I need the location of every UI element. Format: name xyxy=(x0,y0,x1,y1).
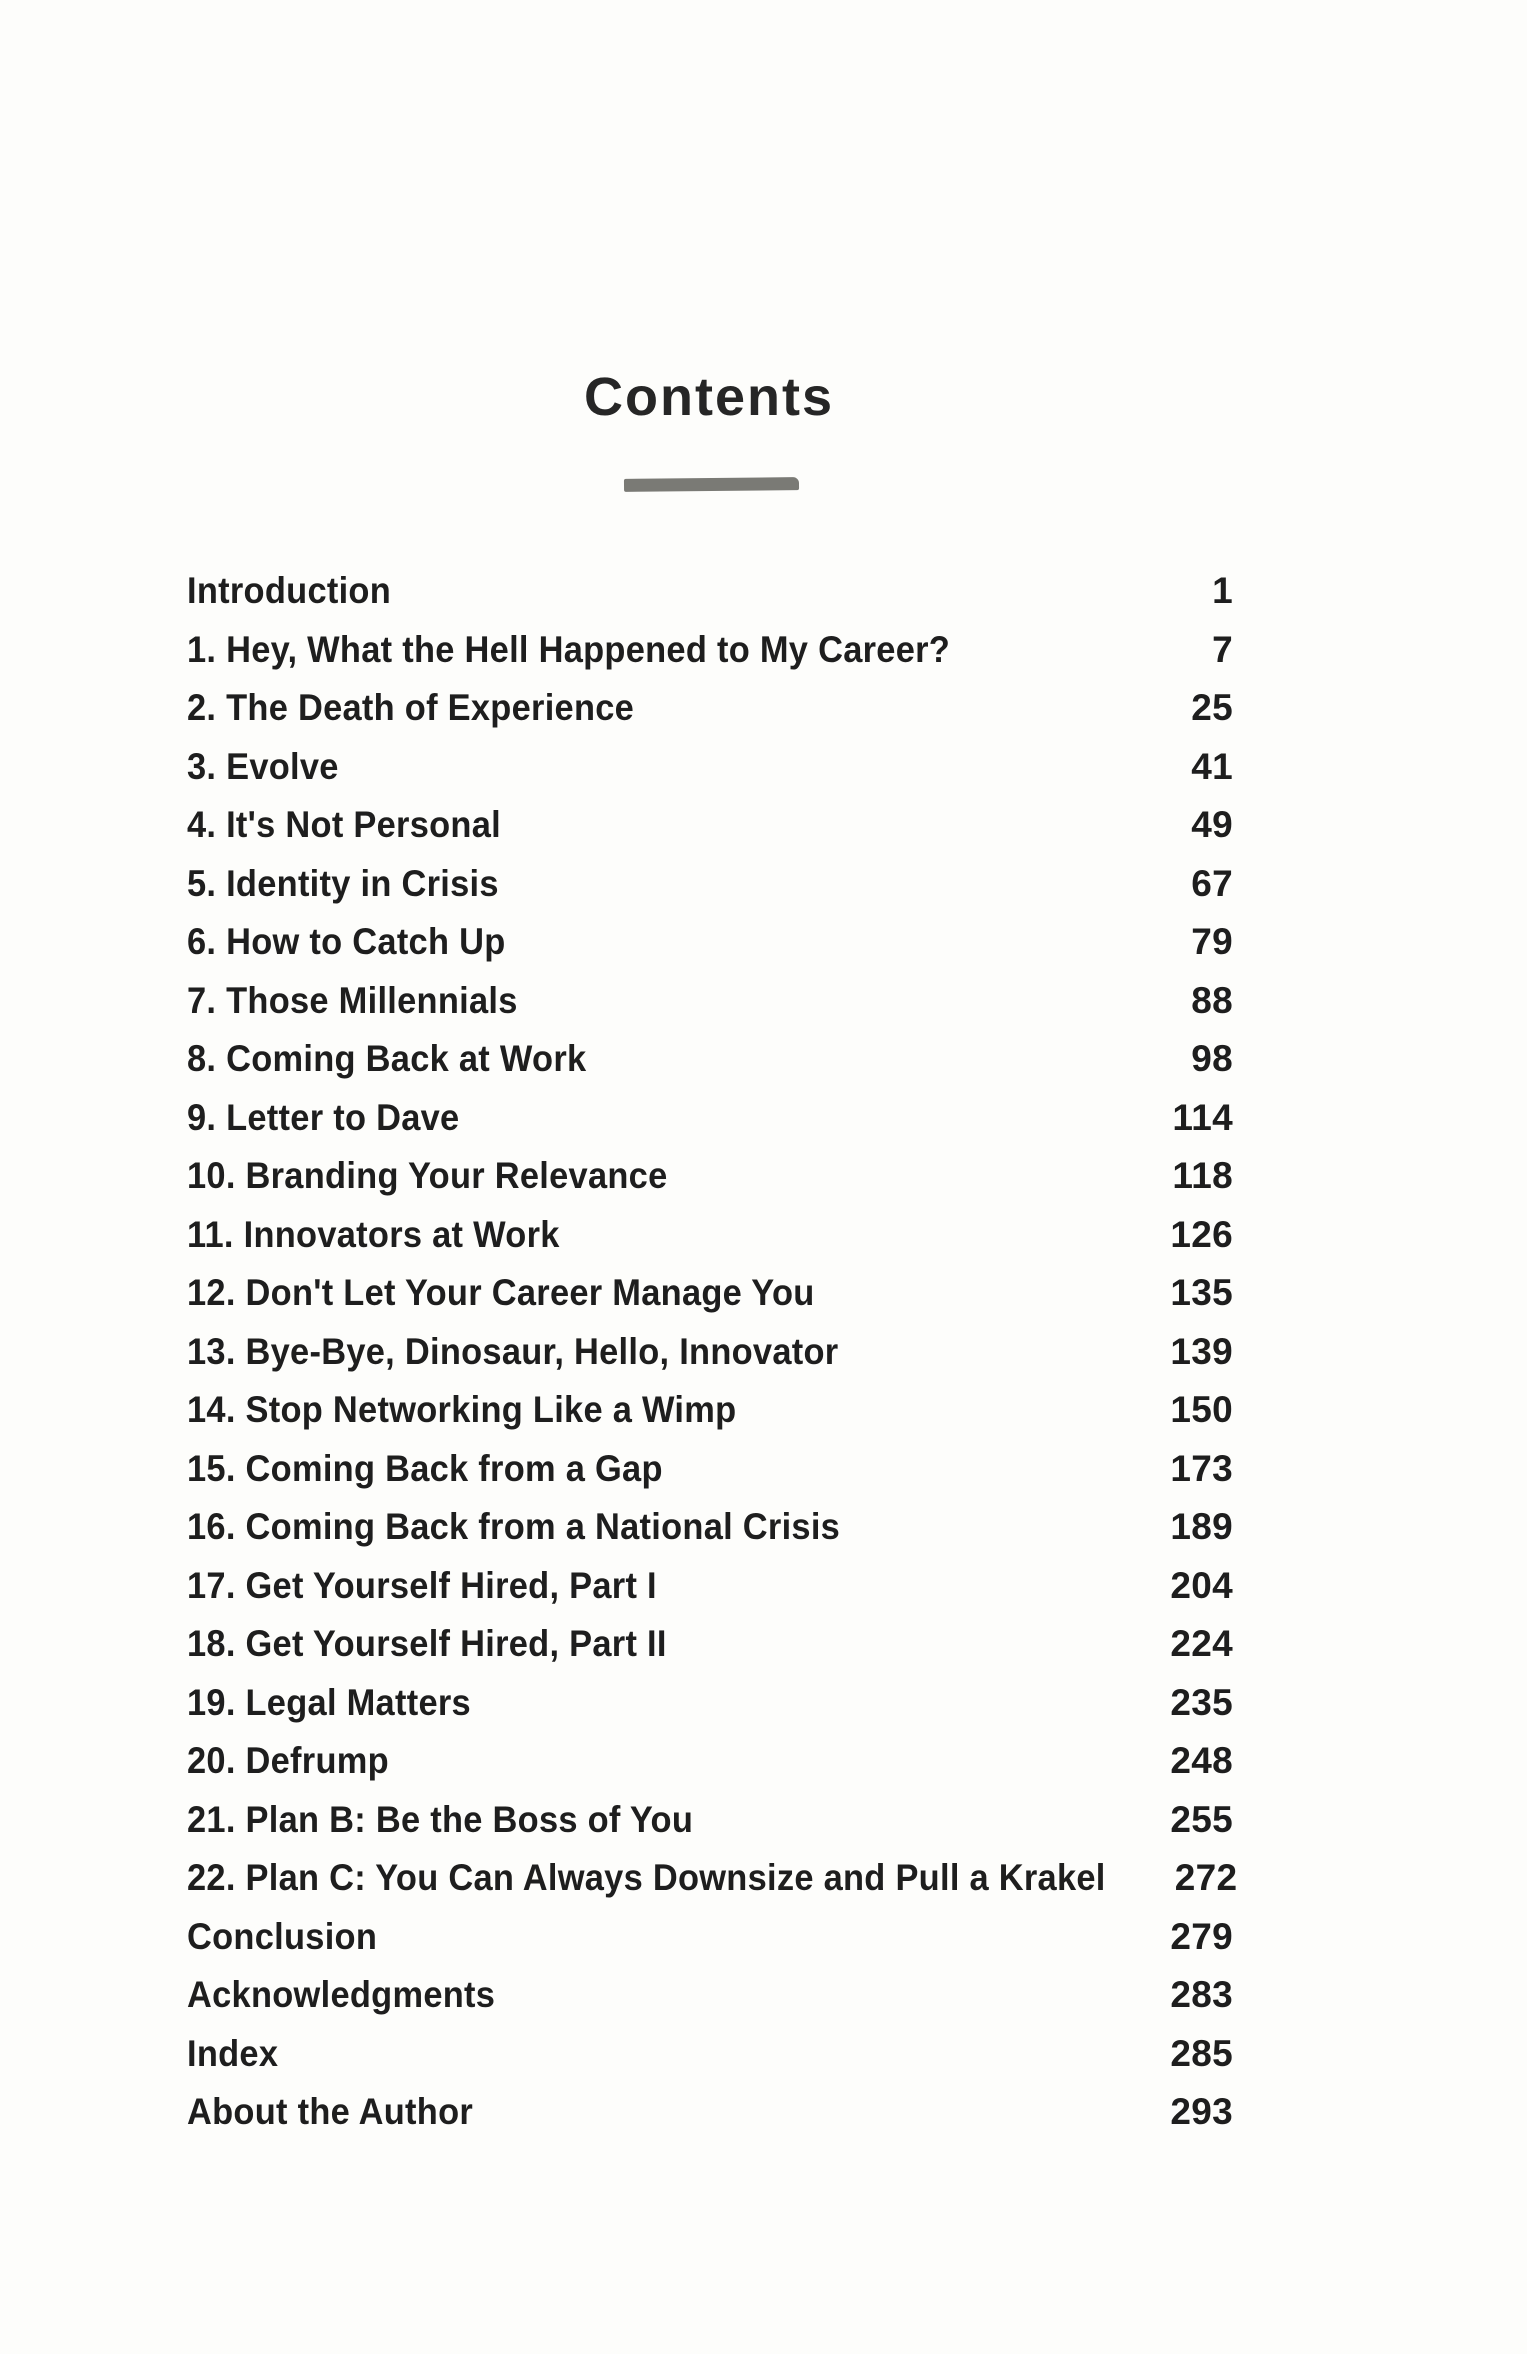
toc-entry xyxy=(187,1030,1233,1089)
toc-entry-title: Conclusion xyxy=(187,1915,378,1957)
toc-entry xyxy=(187,1557,1233,1616)
toc-entry-page: 114 xyxy=(1172,1096,1233,1138)
toc-entry xyxy=(187,1264,1233,1323)
toc-entry-title: 16. Coming Back from a National Crisis xyxy=(187,1506,841,1547)
toc-entry-page: 293 xyxy=(1170,2091,1233,2132)
toc-entry-title: 17. Get Yourself Hired, Part I xyxy=(187,1564,657,1606)
toc-entry-title: 8. Coming Back at Work xyxy=(187,1038,587,1079)
toc-entry xyxy=(187,972,1233,1031)
toc-entry-page: 248 xyxy=(1170,1740,1233,1781)
page-title: Contents xyxy=(584,367,834,427)
toc-entry xyxy=(187,1791,1233,1850)
toc-entry-page: 173 xyxy=(1170,1447,1233,1489)
toc-entry xyxy=(187,679,1233,738)
toc-entry xyxy=(187,855,1233,914)
table-of-contents xyxy=(187,562,1238,2142)
toc-entry-title: 22. Plan C: You Can Always Downsize and Pull a Krakel xyxy=(187,1857,1106,1898)
toc-entry xyxy=(187,1674,1233,1733)
toc-entry-title: 2. The Death of Experience xyxy=(187,687,635,728)
toc-entry-page: 25 xyxy=(1191,687,1233,728)
toc-entry-title: 7. Those Millennials xyxy=(187,979,518,1021)
toc-entry xyxy=(187,913,1233,972)
toc-entry-page: 135 xyxy=(1170,1272,1233,1313)
toc-entry-title: 6. How to Catch Up xyxy=(187,921,506,962)
toc-entry-title: 12. Don't Let Your Career Manage You xyxy=(187,1272,815,1313)
toc-entry-title: 5. Identity in Crisis xyxy=(187,862,499,904)
toc-entry xyxy=(187,2083,1233,2142)
toc-entry-page: 98 xyxy=(1191,1038,1233,1079)
toc-entry xyxy=(187,1089,1233,1148)
toc-entry xyxy=(187,1849,1238,1908)
toc-entry-title: 14. Stop Networking Like a Wimp xyxy=(187,1389,737,1430)
toc-entry-title: 1. Hey, What the Hell Happened to My Career? xyxy=(187,628,951,670)
toc-entry-page: 279 xyxy=(1170,1915,1233,1957)
toc-entry-title: 4. It's Not Personal xyxy=(187,804,501,845)
toc-entry-page: 88 xyxy=(1191,979,1233,1021)
toc-entry-page: 1 xyxy=(1212,570,1233,611)
toc-entry-page: 79 xyxy=(1191,921,1233,962)
toc-entry-title: 15. Coming Back from a Gap xyxy=(187,1447,663,1489)
toc-entry-page: 224 xyxy=(1170,1623,1233,1664)
title-divider xyxy=(624,477,799,492)
toc-entry-title: 10. Branding Your Relevance xyxy=(187,1155,668,1196)
toc-entry-page: 255 xyxy=(1170,1798,1233,1840)
toc-entry-title: Index xyxy=(187,2032,279,2074)
toc-entry-page: 139 xyxy=(1170,1330,1233,1372)
toc-entry-page: 285 xyxy=(1170,2032,1233,2074)
toc-entry xyxy=(187,1966,1233,2025)
toc-entry-title: 21. Plan B: Be the Boss of You xyxy=(187,1798,694,1840)
toc-entry-title: Acknowledgments xyxy=(187,1974,496,2015)
toc-entry-title: 11. Innovators at Work xyxy=(187,1213,560,1255)
toc-entry-page: 41 xyxy=(1191,745,1233,787)
toc-entry-page: 150 xyxy=(1170,1389,1233,1430)
toc-entry xyxy=(187,562,1233,621)
toc-entry-page: 49 xyxy=(1191,804,1233,845)
toc-entry xyxy=(187,1908,1233,1967)
toc-entry-page: 189 xyxy=(1170,1506,1233,1547)
toc-entry-title: 19. Legal Matters xyxy=(187,1681,471,1723)
toc-entry xyxy=(187,1147,1233,1206)
toc-entry-title: 20. Defrump xyxy=(187,1740,389,1781)
toc-entry-page: 118 xyxy=(1172,1155,1233,1196)
toc-entry xyxy=(187,621,1233,680)
toc-entry-page: 204 xyxy=(1170,1564,1233,1606)
toc-entry xyxy=(187,796,1233,855)
toc-entry xyxy=(187,1732,1233,1791)
toc-entry-title: About the Author xyxy=(187,2091,474,2132)
toc-entry xyxy=(187,1323,1233,1382)
toc-entry xyxy=(187,1615,1233,1674)
toc-entry xyxy=(187,1381,1233,1440)
toc-entry-title: 13. Bye-Bye, Dinosaur, Hello, Innovator xyxy=(187,1330,839,1372)
toc-entry xyxy=(187,1206,1233,1265)
toc-entry-title: 3. Evolve xyxy=(187,745,339,787)
toc-entry xyxy=(187,2025,1233,2084)
toc-entry-page: 272 xyxy=(1174,1857,1238,1898)
toc-entry-page: 126 xyxy=(1170,1213,1233,1255)
toc-entry-page: 283 xyxy=(1170,1974,1233,2015)
toc-entry-title: Introduction xyxy=(187,570,392,611)
toc-entry-title: 9. Letter to Dave xyxy=(187,1096,460,1138)
toc-entry xyxy=(187,1440,1233,1499)
toc-entry-page: 67 xyxy=(1191,862,1233,904)
toc-entry-page: 7 xyxy=(1212,628,1233,670)
toc-entry xyxy=(187,1498,1233,1557)
toc-entry-title: 18. Get Yourself Hired, Part II xyxy=(187,1623,667,1664)
toc-entry xyxy=(187,738,1233,797)
toc-entry-page: 235 xyxy=(1170,1681,1233,1723)
